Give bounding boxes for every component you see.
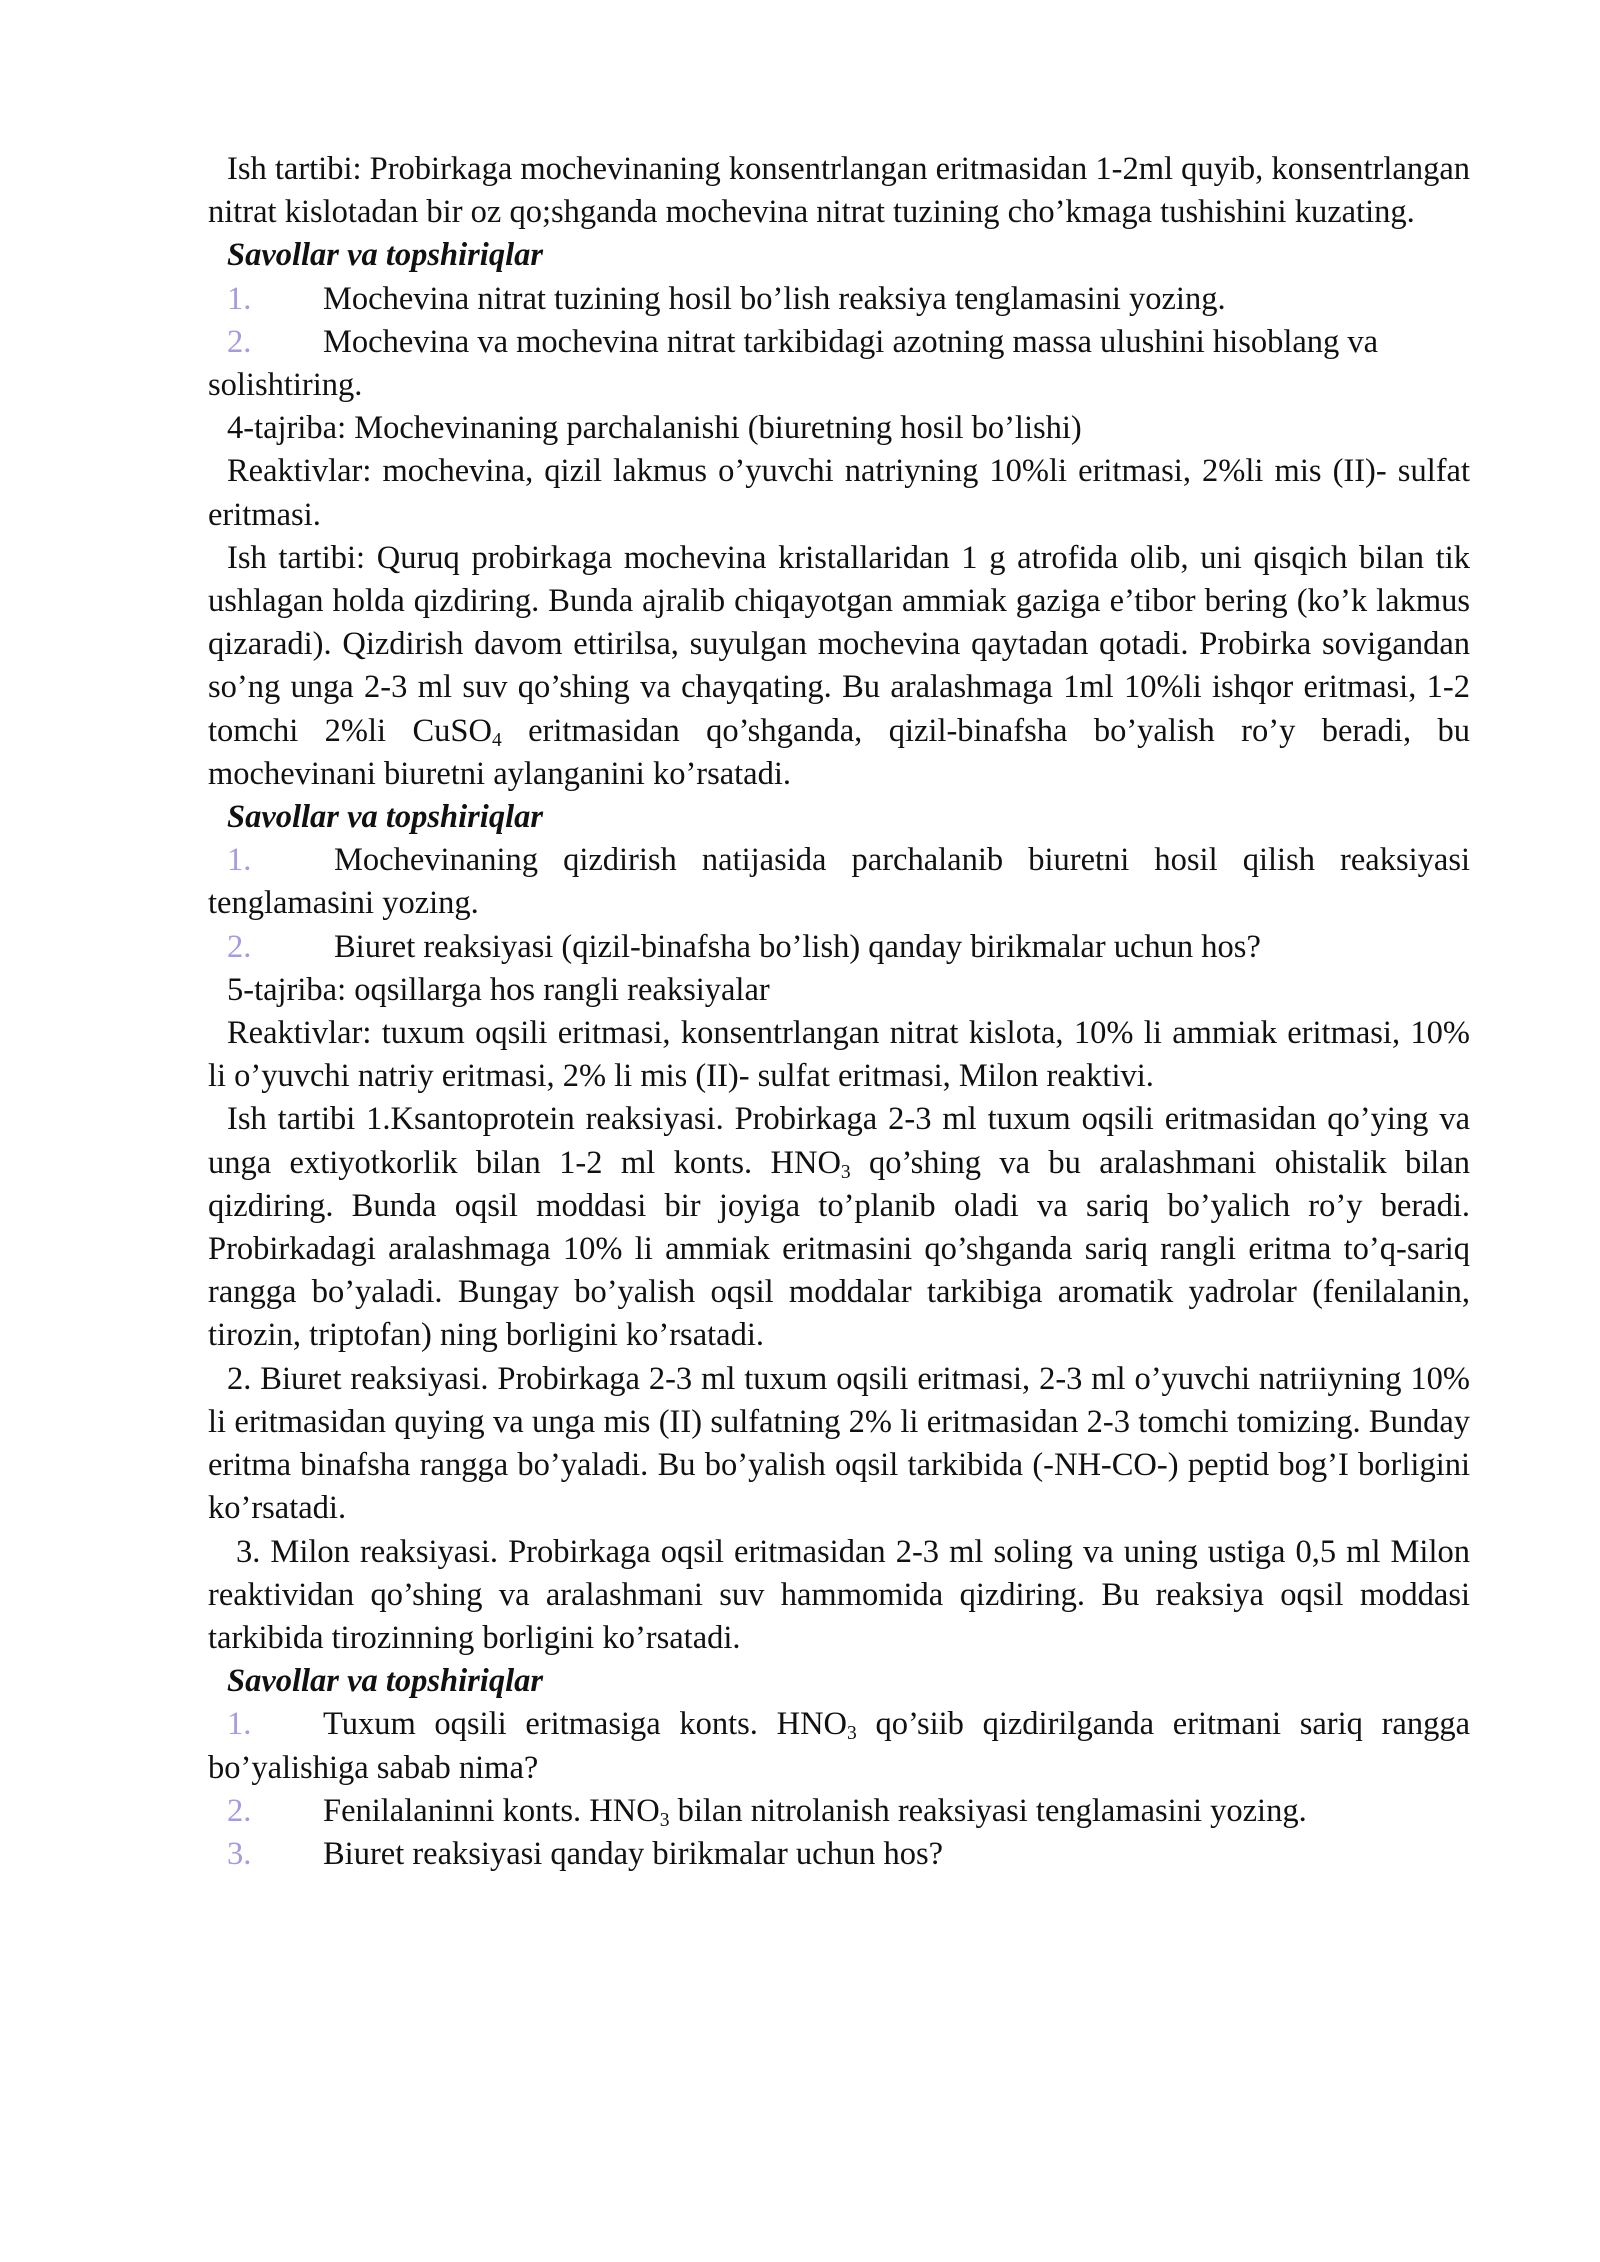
section-heading: Savollar va topshiriqlar xyxy=(227,237,544,274)
question-text: bilan nitrolanish reaksiyasi tenglamasini yozing. xyxy=(669,1792,1307,1829)
procedure-paragraph: 3. Milon reaksiyasi. Probirkaga oqsil eritmasidan 2-3 ml soling va uning ustiga 0,5 ml Milon reaktividan qo’shing va aralashmani suv hammomida qizdiring. Bu reaksiya oqsil moddasi tarkibida tirozinning borligini ko’rsatadi. xyxy=(208,1533,1470,1656)
section-heading: Savollar va topshiriqlar xyxy=(227,1663,544,1700)
question-item xyxy=(208,839,1470,925)
experiment-title: 5-tajriba: oqsillarga hos rangli reaksiyalar xyxy=(227,971,770,1008)
procedure-text: Ish tartibi 1.Ksantoprotein reaksiyasi. Probirkaga 2-3 ml tuxum oqsili eritmasidan qo’ying va unga extiyotkorlik bilan 1-2 ml konts. HNO xyxy=(208,1101,1470,1181)
document-page xyxy=(208,148,1470,1876)
question-item xyxy=(208,278,1470,321)
procedure-paragraph: 2. Biuret reaksiyasi. Probirkaga 2-3 ml tuxum oqsili eritmasi, 2-3 ml o’yuvchi natriiyning 10% li eritmasidan quying va unga mis (II) sulfatning 2% li eritmasidan 2-3 tomchi tomizing. Bunday eritma binafsha rangga bo’yaladi. Bu bo’yalish oqsil tarkibida (-NH-CO-) peptid bog’I borligini ko’rsatadi. xyxy=(208,1360,1470,1527)
question-text: Biuret reaksiyasi (qizil-binafsha bo’lish) qanday birikmalar uchun hos? xyxy=(334,928,1261,965)
question-text: qo’siib qizdirilganda eritmani sariq rangga bo’yalishiga sabab nima? xyxy=(208,1706,1470,1786)
question-number: 1. xyxy=(227,1706,252,1743)
procedure-paragraph: Ish tartibi: Probirkaga mochevinaning konsentrlangan eritmasidan 1-2ml quyib, konsentrlangan nitrat kislotadan bir oz qo;shganda mochevina nitrat tuzining cho’kmaga tushishini kuzating. xyxy=(208,151,1470,231)
subscript: 3 xyxy=(659,1809,670,1831)
procedure-text: eritmasidan qo’shganda, qizil-binafsha bo’yalish ro’y beradi, bu mochevinani biuretni aylanganini ko’rsatadi. xyxy=(208,712,1470,792)
subscript: 3 xyxy=(840,1161,851,1183)
question-item xyxy=(208,1703,1470,1789)
procedure-text: qo’shing va bu aralashmani ohistalik bilan qizdiring. Bunda oqsil moddasi bir joyiga to’planib oladi va sariq bo’yalich ro’y beradi. Probirkadagi aralashmaga 10% li ammiak eritmasini qo’shganda sariq rangli eritma to’q-sariq rangga bo’yaladi. Bungay bo’yalish oqsil moddalar tarkibiga aromatik yadrolar (fenilalanin, tirozin, triptofan) ning borligini ko’rsatadi. xyxy=(208,1144,1470,1354)
subscript: 4 xyxy=(491,729,502,751)
question-item xyxy=(208,1790,1470,1833)
question-text: Biuret reaksiyasi qanday birikmalar uchun hos? xyxy=(323,1835,944,1872)
question-text: Mochevinaning qizdirish natijasida parchalanib biuretni hosil qilish reaksiyasi tenglamasini yozing. xyxy=(208,842,1470,922)
question-number: 1. xyxy=(227,842,252,879)
question-item xyxy=(208,1833,1470,1876)
question-number: 1. xyxy=(227,280,252,317)
procedure-text: Ish tartibi: Quruq probirkaga mochevina kristallaridan 1 g atrofida olib, uni qisqich bilan tik ushlagan holda qizdiring. Bunda ajralib chiqayotgan ammiak gaziga e’tibor bering (ko’k lakmus qizaradi). Qizdirish davom ettirilsa, suyulgan mochevina qaytadan qotadi. Probirka sovigandan so’ng unga 2-3 ml suv qo’shing va chayqating. Bu aralashmaga 1ml 10%li ishqor eritmasi, 1-2 tomchi 2%li CuSO xyxy=(208,539,1470,749)
question-number: 2. xyxy=(227,928,252,965)
question-number: 2. xyxy=(227,323,252,360)
reagents-paragraph: Reaktivlar: mochevina, qizil lakmus o’yuvchi natriyning 10%li eritmasi, 2%li mis (II)- sulfat eritmasi. xyxy=(208,453,1470,533)
question-item xyxy=(208,926,1470,969)
question-text: Mochevina nitrat tuzining hosil bo’lish reaksiya tenglamasini yozing. xyxy=(323,280,1226,317)
question-number: 2. xyxy=(227,1792,252,1829)
subscript: 3 xyxy=(847,1723,857,1745)
section-heading: Savollar va topshiriqlar xyxy=(227,799,544,836)
question-text: Tuxum oqsili eritmasiga konts. HNO xyxy=(323,1706,848,1743)
experiment-title: 4-tajriba: Mochevinaning parchalanishi (biuretning hosil bo’lishi) xyxy=(227,410,1082,447)
question-text: Mochevina va mochevina nitrat tarkibidagi azotning massa ulushini hisoblang va solishtiring. xyxy=(208,323,1379,404)
question-item xyxy=(208,321,1470,407)
procedure-paragraph xyxy=(208,1098,1470,1357)
question-number: 3. xyxy=(227,1835,252,1872)
procedure-paragraph xyxy=(208,537,1470,796)
reagents-paragraph: Reaktivlar: tuxum oqsili eritmasi, konsentrlangan nitrat kislota, 10% li ammiak eritmasi, 10% li o’yuvchi natriy eritmasi, 2% li mis (II)- sulfat eritmasi, Milon reaktivi. xyxy=(208,1015,1470,1095)
question-text: Fenilalaninni konts. HNO xyxy=(323,1792,660,1829)
